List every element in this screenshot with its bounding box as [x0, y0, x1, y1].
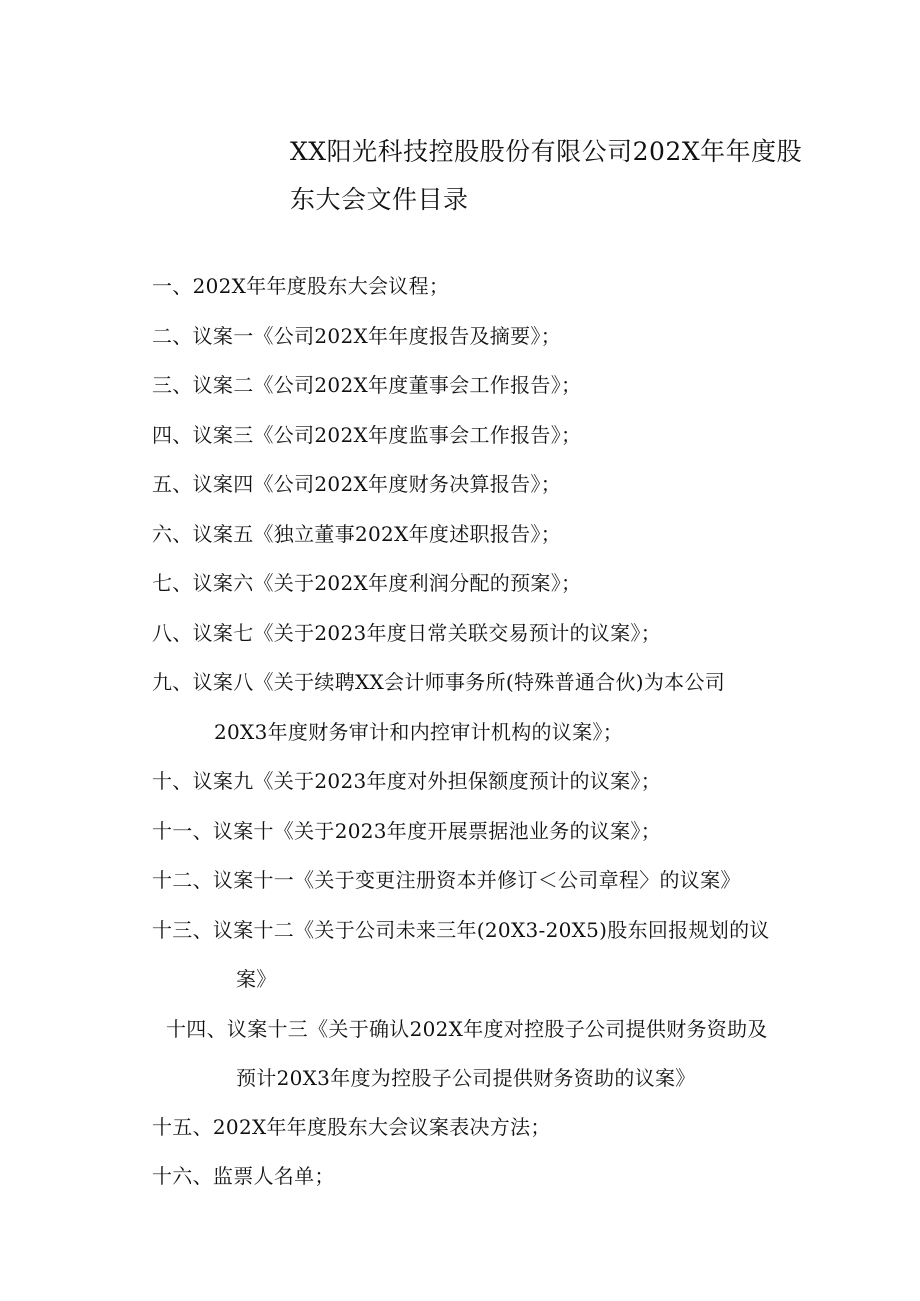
toc-item: 七、议案六《关于202X年度利润分配的预案》；: [152, 571, 582, 595]
toc-item: 十、议案九《关于2023年度对外担保额度预计的议案》；: [152, 769, 661, 793]
toc-item: 十一、议案十《关于2023年度开展票据池业务的议案》；: [152, 819, 661, 843]
toc-item: 三、议案二《公司202X年度董事会工作报告》；: [152, 373, 582, 397]
document-title-line-1: XX阳光科技控股股份有限公司202X年年度股: [290, 137, 803, 166]
toc-item-continuation: 20X3年度财务审计和内控审计机构的议案》；: [214, 720, 624, 744]
toc-item: 九、议案八《关于续聘XX会计师事务所(特殊普通合伙)为本公司: [152, 670, 726, 694]
toc-item: 十六、监票人名单；: [152, 1164, 335, 1188]
toc-item-continuation: 案》: [236, 967, 277, 991]
toc-item: 十二、议案十一《关于变更注册资本并修订＜公司章程〉的议案》: [152, 868, 741, 892]
toc-item: 六、议案五《独立董事202X年度述职报告》；: [152, 522, 562, 546]
toc-item: 十四、议案十三《关于确认202X年度对控股子公司提供财务资助及: [166, 1017, 768, 1041]
toc-item: 四、议案三《公司202X年度监事会工作报告》；: [152, 423, 582, 447]
document-title-line-2: 东大会文件目录: [290, 185, 469, 214]
toc-item: 一、202X年年度股东大会议程；: [152, 274, 450, 298]
toc-item: 二、议案一《公司202X年年度报告及摘要》；: [152, 324, 562, 348]
toc-item: 十三、议案十二《关于公司未来三年(20X3-20X5)股东回报规划的议: [152, 918, 770, 942]
toc-item: 五、议案四《公司202X年度财务决算报告》；: [152, 472, 562, 496]
toc-item: 八、议案七《关于2023年度日常关联交易预计的议案》；: [152, 621, 661, 645]
toc-item: 十五、202X年年度股东大会议案表决方法；: [152, 1115, 551, 1139]
toc-item-continuation: 预计20X3年度为控股子公司提供财务资助的议案》: [236, 1066, 696, 1090]
